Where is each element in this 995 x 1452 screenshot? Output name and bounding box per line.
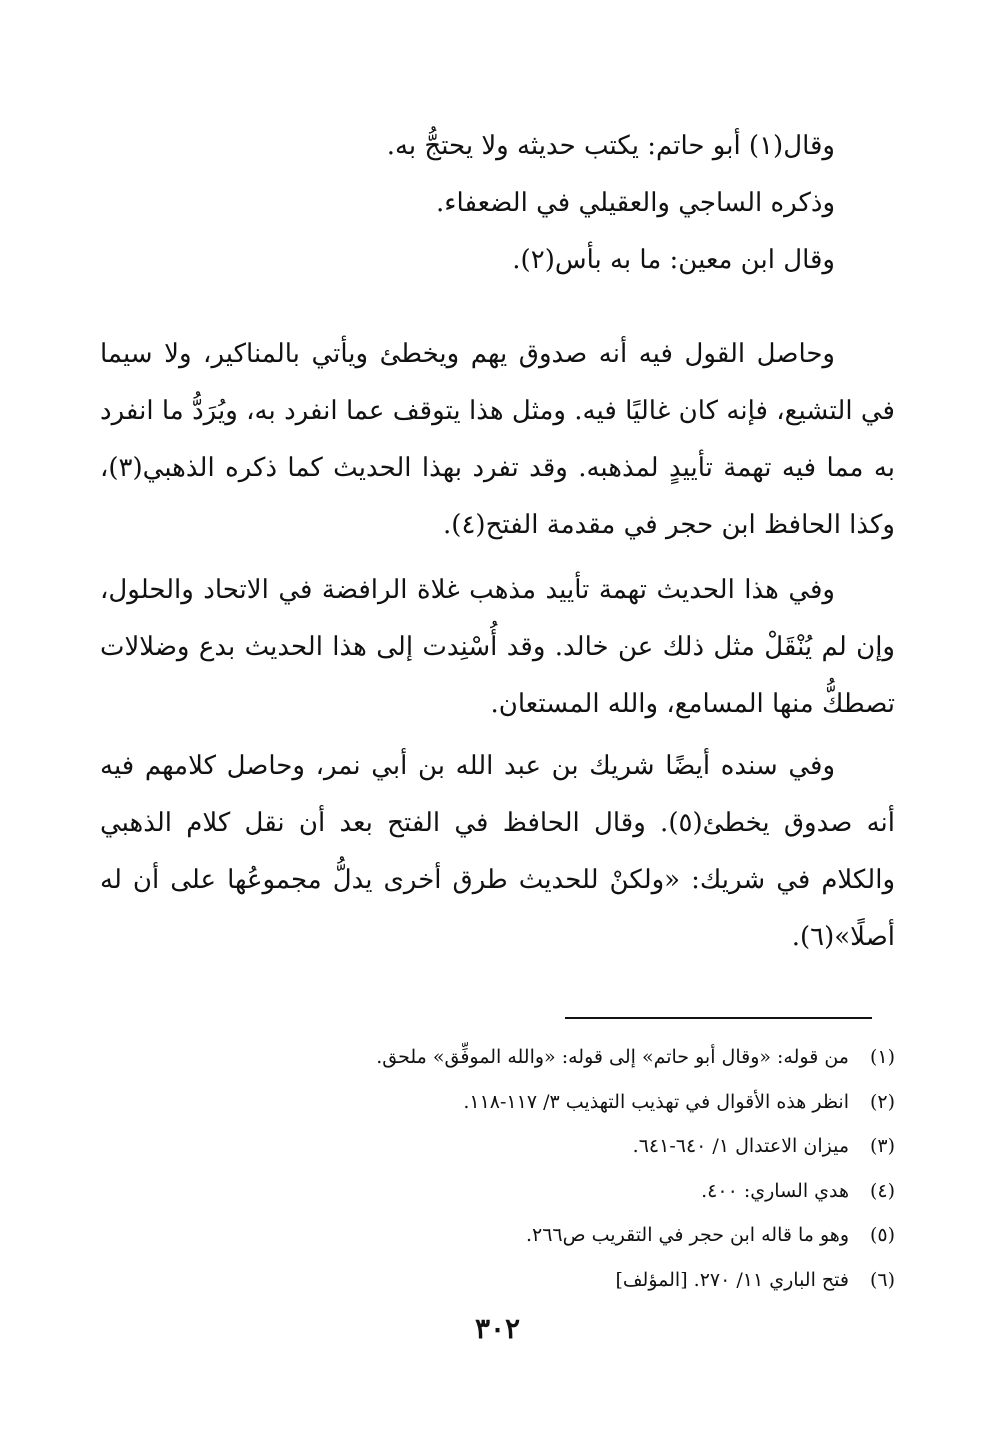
footnote-text: من قوله: «وقال أبو حاتم» إلى قوله: «والله الموفِّق» ملحق. [376, 1046, 849, 1068]
footnote-text: وهو ما قاله ابن حجر في التقريب ص٢٦٦. [525, 1224, 849, 1246]
paragraph-rafidah [100, 562, 895, 733]
footnote-text: ميزان الاعتدال ١/ ٦٤٠-٦٤١. [632, 1135, 849, 1157]
footnote-number: (٢) [869, 1090, 895, 1113]
footnote-number: (٥) [869, 1224, 895, 1246]
footnote-text: انظر هذه الأقوال في تهذيب التهذيب ٣/ ١١٧-١١٨. [463, 1090, 849, 1113]
footnote-item [250, 1258, 895, 1303]
footnote-number: (١) [869, 1046, 895, 1068]
footnote-divider [565, 1017, 872, 1019]
paragraph-summary [100, 326, 895, 554]
footnote-item [250, 1169, 895, 1214]
footnote-text: فتح الباري ١١/ ٢٧٠. [المؤلف] [615, 1268, 849, 1291]
intro-line-ibn-maeen: وقال ابن معين: ما به بأس(٢). [512, 245, 835, 275]
intro-line-saji: وذكره الساجي والعقيلي في الضعفاء. [436, 188, 835, 218]
footnotes [250, 1035, 895, 1302]
footnote-number: (٤) [869, 1179, 895, 1202]
paragraph-text: وفي هذا الحديث تهمة تأييد مذهب غلاة الرافضة في الاتحاد والحلول، وإن لم يُنْقَلْ مثل ذلك عن خالد. وقد أُسْنِدت إلى هذا الحديث بدع وضلالات تصطكُّ منها المسامع، والله المستعان. [100, 575, 895, 719]
intro-lines [100, 118, 895, 289]
footnote-item [250, 1124, 895, 1169]
paragraph-text: وفي سنده أيضًا شريك بن عبد الله بن أبي نمر، وحاصل كلامهم فيه أنه صدوق يخطئ(٥). وقال الحافظ في الفتح بعد أن نقل كلام الذهبي والكلام في شريك: «ولكنْ للحديث طرق أخرى يدلُّ مجموعُها على أن له أصلًا»(٦). [100, 751, 896, 952]
footnote-item [250, 1213, 895, 1258]
footnote-number: (٣) [869, 1135, 895, 1157]
footnote-item [250, 1080, 895, 1125]
page-number: ٣٠٢ [474, 1312, 521, 1345]
footnote-number: (٦) [869, 1268, 895, 1291]
intro-line-abu-hatim: وقال(١) أبو حاتم: يكتب حديثه ولا يحتجُّ به. [386, 131, 835, 161]
footnote-item [250, 1035, 895, 1080]
paragraph-sharik [100, 738, 895, 966]
paragraph-text: وحاصل القول فيه أنه صدوق يهم ويخطئ ويأتي بالمناكير، ولا سيما في التشيع، فإنه كان غاليًا فيه. ومثل هذا يتوقف عما انفرد به، ويُرَدُّ ما انفرد به مما فيه تهمة تأييدٍ لمذهبه. وقد تفرد بهذا الحديث كما ذكره الذهبي(٣)، وكذا الحافظ ابن حجر في مقدمة الفتح(٤). [100, 339, 895, 540]
footnote-text: هدي الساري: ٤٠٠. [701, 1179, 849, 1202]
